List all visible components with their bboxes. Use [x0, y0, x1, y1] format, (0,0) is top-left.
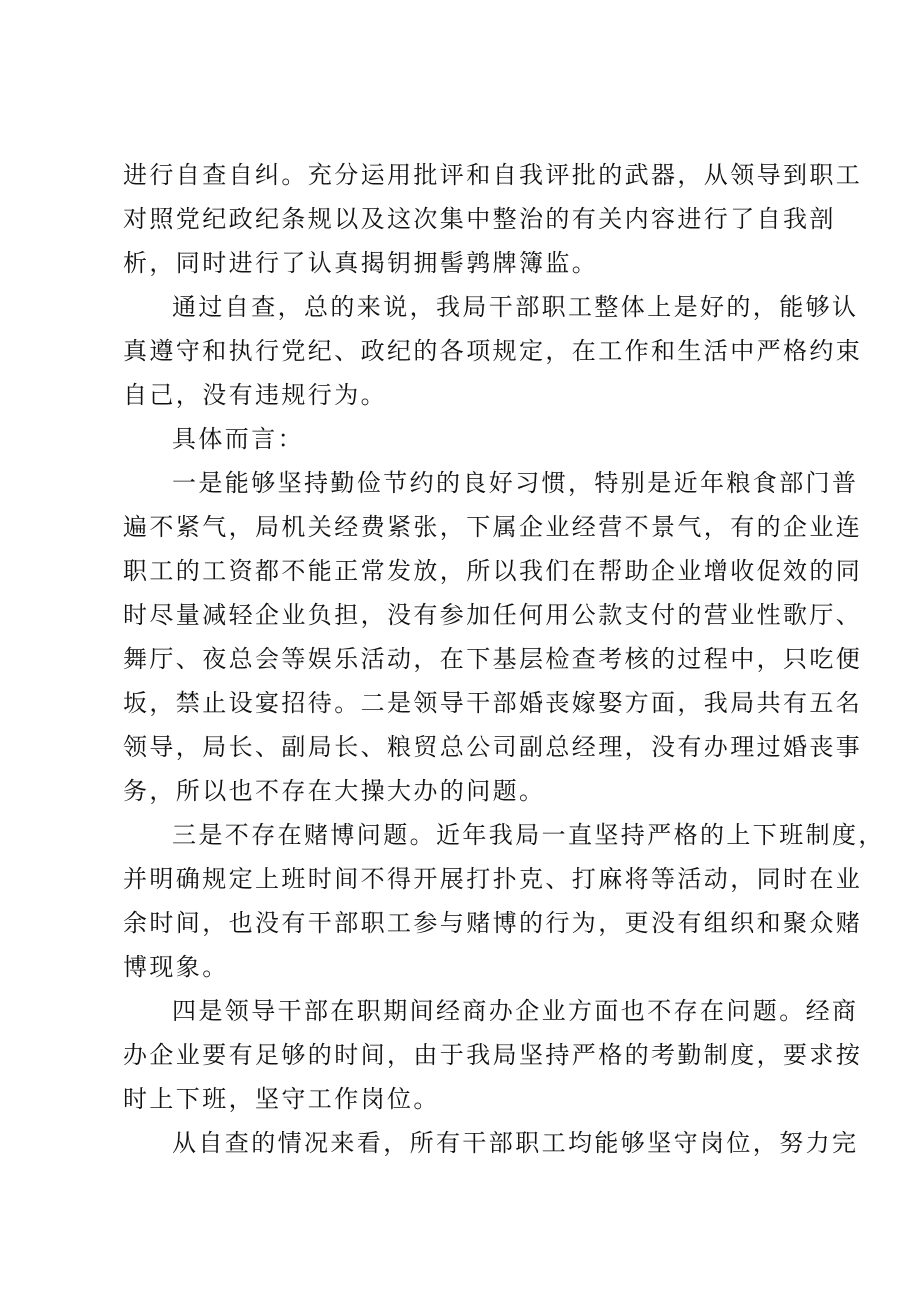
- text-line: 通过自查，总的来说，我局干部职工整体上是好的，能够认: [172, 293, 859, 321]
- text-line: 一是能够坚持勤俭节约的良好习惯，特别是近年粮食部门普: [172, 469, 859, 497]
- text-line: 真遵守和执行党纪、政纪的各项规定，在工作和生活中严格约束: [123, 337, 863, 365]
- text-line: 四是领导干部在职期间经商办企业方面也不存在问题。经商: [172, 997, 859, 1025]
- text-line: 三是不存在赌博问题。近年我局一直坚持严格的上下班制度，: [172, 821, 885, 849]
- text-line: 进行自查自纠。充分运用批评和自我评批的武器，从领导到职工: [123, 161, 863, 189]
- text-line: 领导，局长、副局长、粮贸总公司副总经理，没有办理过婚丧事: [123, 733, 863, 761]
- text-line: 时尽量减轻企业负担，没有参加任何用公款支付的营业性歌厅、: [123, 601, 863, 629]
- text-line: 并明确规定上班时间不得开展打扑克、打麻将等活动，同时在业: [123, 865, 863, 893]
- text-line: 从自查的情况来看，所有干部职工均能够坚守岗位，努力完: [172, 1129, 859, 1157]
- text-line: 办企业要有足够的时间，由于我局坚持严格的考勤制度，要求按: [123, 1041, 863, 1069]
- text-line: 博现象。: [123, 953, 229, 981]
- text-line: 务，所以也不存在大操大办的问题。: [123, 777, 546, 805]
- text-line: 析，同时进行了认真揭钥拥髻鹑牌簿监。: [123, 249, 599, 277]
- text-line: 自己，没有违规行为。: [123, 381, 387, 409]
- text-line: 坂，禁止设宴招待。二是领导干部婚丧嫁娶方面，我局共有五名: [123, 689, 863, 717]
- text-line: 遍不紧气，局机关经费紧张，下属企业经营不景气，有的企业连: [123, 513, 863, 541]
- text-line: 具体而言：: [172, 425, 304, 453]
- text-line: 时上下班，坚守工作岗位。: [123, 1085, 440, 1113]
- document-body: [123, 153, 885, 1165]
- text-line: 职工的工资都不能正常发放，所以我们在帮助企业增收促效的同: [123, 557, 863, 585]
- text-line: 余时间，也没有干部职工参与赌博的行为，更没有组织和聚众赌: [123, 909, 863, 937]
- text-line: 舞厅、夜总会等娱乐活动，在下基层检查考核的过程中，只吃便: [123, 645, 863, 673]
- text-line: 对照党纪政纪条规以及这次集中整治的有关内容进行了自我剖: [123, 205, 836, 233]
